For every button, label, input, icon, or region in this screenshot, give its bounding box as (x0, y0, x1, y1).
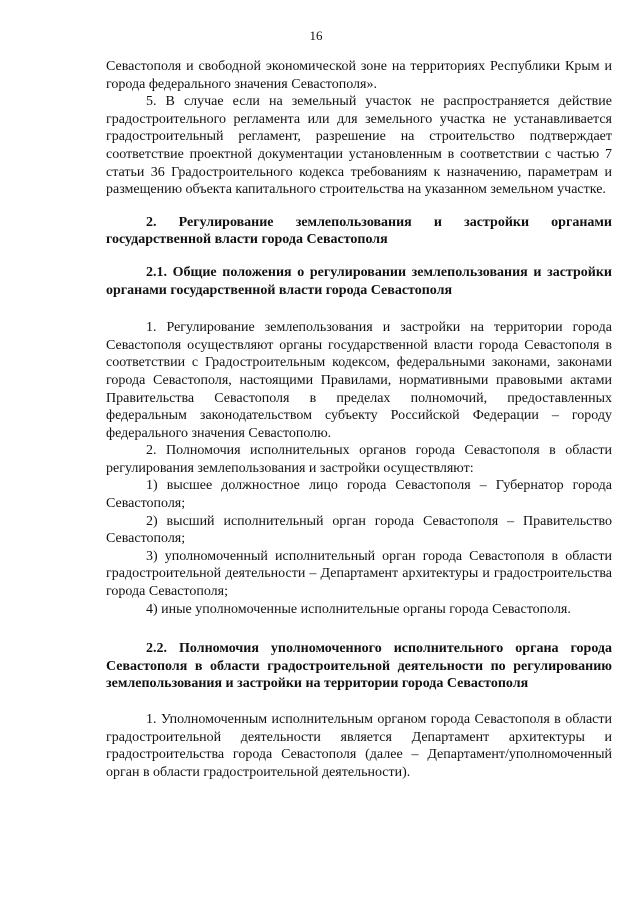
intro-paragraph: Севастополя и свободной экономической зоне на территориях Республики Крым и города федерального значения Севастополя». (106, 59, 612, 92)
section-2-heading: 2. Регулирование землепользования и застройки органами государственной власти города Севастополя (106, 214, 612, 248)
list-item-1: 1) высшее должностное лицо города Севастополя – Губернатор города Севастополя; (106, 478, 612, 512)
section-2-2-paragraph-1: 1. Уполномоченным исполнительным органом города Севастополя в области градостроительной деятельности является Департамент архитектуры и градостроительства города Севастополя (далее – Департамент/уполномоченный орган в области градостроительной деятельности). (106, 712, 612, 780)
section-2-1-paragraph-2: 2. Полномочия исполнительных органов города Севастополя в области регулирования землепользования и застройки осуществляют: (106, 443, 612, 476)
section-2-1-heading: 2.1. Общие положения о регулировании землепользования и застройки органами государственной власти города Севастополя (106, 264, 612, 298)
section-2-2-heading: 2.2. Полномочия уполномоченного исполнительного органа города Севастополя в области градостроительной деятельности по регулированию землепользования и застройки на территории города Севастополя (106, 641, 612, 692)
page-number: 16 (309, 28, 323, 43)
list-item-2: 2) высший исполнительный орган города Севастополя – Правительство Севастополя; (106, 513, 612, 547)
paragraph-5: 5. В случае если на земельный участок не распространяется действие градостроительного регламента или для земельного участка не устанавливается градостроительный регламент, разрешение на строительство подтверждает соответствие проектной документации установленным в соответствии с частью 7 статьи 36 Градостроительного кодекса требованиям к назначению, параметрам и размещению объекта капитального строительства на указанном земельном участке. (106, 94, 612, 198)
list-item-3: 3) уполномоченный исполнительный орган города Севастополя в области градостроительной деятельности – Департамент архитектуры и градостроительства города Севастополя; (106, 548, 612, 600)
list-item-4: 4) иные уполномоченные исполнительные органы города Севастополя. (146, 601, 571, 617)
section-2-1-paragraph-1: 1. Регулирование землепользования и застройки на территории города Севастополя осуществляют органы государственной власти города Севастополя в соответствии с Градостроительным кодексом, федеральными законами, законами города Севастополя, настоящими Правилами, нормативными правовыми актами Правительства Севастополя в пределах полномочий, предоставленных федеральным законодательством субъекту Российской Федерации – городу федерального значения Севастополю. (106, 320, 612, 441)
document-body (106, 58, 612, 781)
